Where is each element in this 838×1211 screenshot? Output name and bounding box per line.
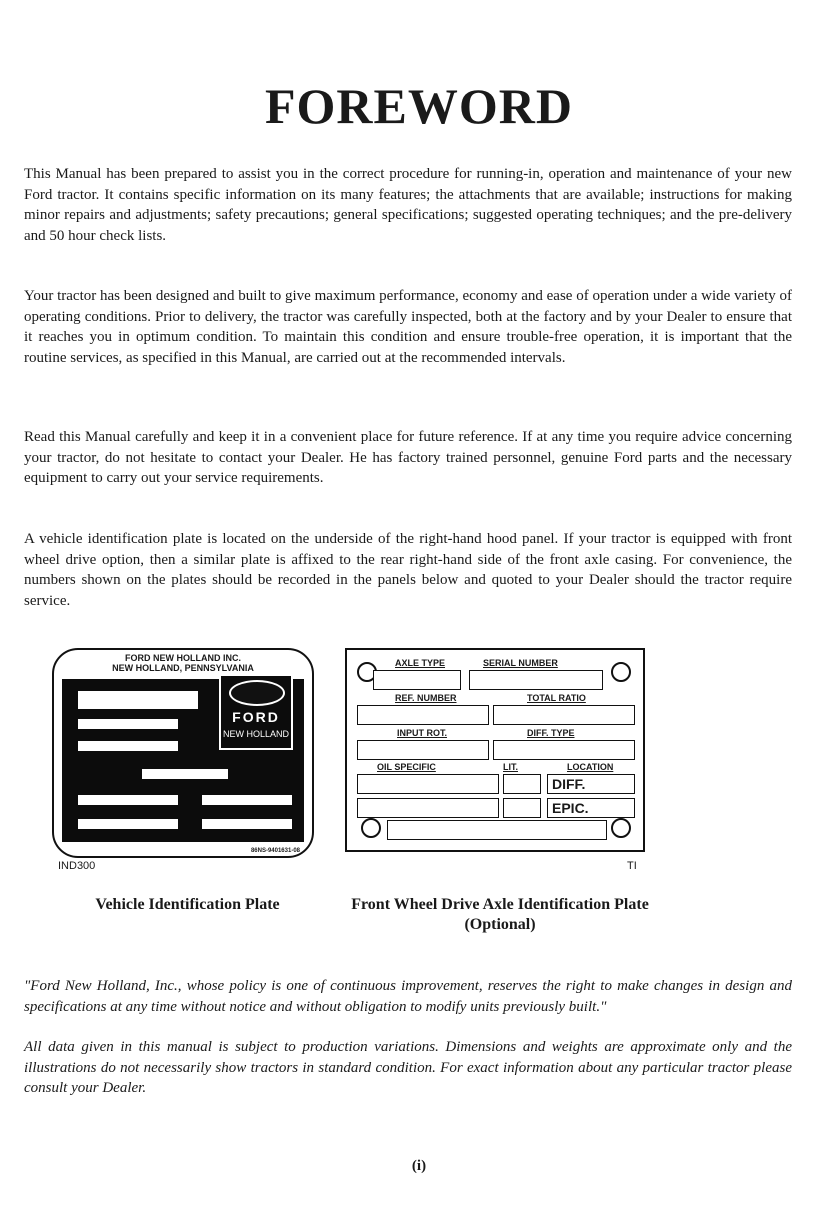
epic-location-field [547, 798, 635, 818]
plate-field [142, 769, 228, 779]
total-ratio-label: TOTAL RATIO [527, 693, 586, 703]
axle-type-label: AXLE TYPE [395, 658, 446, 668]
plate-field [78, 819, 178, 829]
ford-wordmark: FORD [232, 709, 280, 725]
rivet-hole-icon [611, 818, 631, 838]
vehicle-plate-figure-code: IND300 [58, 860, 96, 872]
plate-header-line2: NEW HOLLAND, PENNSYLVANIA [112, 663, 254, 673]
plate-field [78, 719, 178, 729]
oil-specific-field-2 [357, 798, 499, 818]
diff-type-label: DIFF. TYPE [527, 728, 575, 738]
diff-location-label: DIFF. [552, 776, 586, 792]
lit-field [503, 774, 541, 794]
epic-location-label: EPIC. [552, 800, 589, 816]
lit-field-2 [503, 798, 541, 818]
design-paragraph: Your tractor has been designed and built to give maximum performance, economy and ease of operation under a wide variety of operating conditions. Prior to delivery, the tractor was carefully inspected, both at the factory and by your Dealer to ensure that it reaches you in optimum condition. To maintain this condition and ensure trouble-free operation, it is important that the routine services, as specified in this Manual, are carried out at the recommended intervals. [24, 288, 792, 366]
plate-header [54, 653, 312, 673]
oil-specific-label: OIL SPECIFIC [377, 762, 436, 772]
diff-location-field [547, 774, 635, 794]
policy-notice: "Ford New Holland, Inc., whose policy is one of continuous improvement, reserves the right to make changes in design and specifications at any time without notice and without obligation to modify units previously built." [24, 978, 792, 1015]
rivet-hole-icon [361, 818, 381, 838]
input-rot-label: INPUT ROT. [397, 728, 448, 738]
axle-plate-caption: Front Wheel Drive Axle Identification Plate (Optional) [351, 896, 649, 933]
ford-logo [219, 674, 293, 750]
axle-type-field [373, 670, 461, 690]
vehicle-identification-plate [52, 648, 314, 858]
rivet-hole-icon [611, 662, 631, 682]
location-label: LOCATION [567, 762, 614, 772]
ref-number-label: REF. NUMBER [395, 693, 457, 703]
bottom-field [387, 820, 607, 840]
plate-header-line1: FORD NEW HOLLAND INC. [125, 653, 241, 663]
plate-field [202, 819, 292, 829]
vehicle-plate-caption: Vehicle Identification Plate [95, 896, 280, 913]
serial-number-label: SERIAL NUMBER [483, 658, 558, 668]
plate-location-paragraph: A vehicle identification plate is located on the underside of the right-hand hood panel. If your tractor is equipped with front wheel drive option, then a similar plate is affixed to the rear right-hand side of the front axle casing. For convenience, the numbers shown on the plates should be recorded in the panels below and quoted to your Dealer should the tractor require service. [24, 531, 792, 609]
input-rot-field [357, 740, 489, 760]
axle-identification-plate [345, 648, 645, 852]
diff-type-field [493, 740, 635, 760]
read-manual-paragraph: Read this Manual carefully and keep it in a convenient place for future reference. If at any time you require advice concerning your tractor, do not hesitate to contact your Dealer. He has factory trained personnel, genuine Ford parts and the necessary equipment to carry out your service requirements. [24, 429, 792, 486]
lit-label: LIT. [503, 762, 518, 772]
intro-paragraph: This Manual has been prepared to assist you in the correct procedure for running-in, operation and maintenance of your new Ford tractor. It contains specific information on its many features; the attachments that are available; instructions for making minor repairs and adjustments; safety precautions; general specifications; suggested operating techniques; and the pre-delivery and 50 hour check lists. [24, 166, 792, 244]
oil-specific-field [357, 774, 499, 794]
serial-number-field [469, 670, 603, 690]
plate-field [202, 795, 292, 805]
data-disclaimer: All data given in this manual is subject to production variations. Dimensions and weights are approximate only and the illustrations do not necessarily show tractors in standard condition. For exact information about any particular tractor please consult your Dealer. [24, 1039, 792, 1096]
ford-oval-icon [229, 680, 285, 706]
total-ratio-field [493, 705, 635, 725]
axle-plate-figure-code: TI [627, 860, 637, 872]
plate-field [78, 795, 178, 805]
new-holland-wordmark: NEW HOLLAND [222, 729, 289, 739]
page-number: (i) [411, 1158, 427, 1174]
plate-field [78, 691, 198, 709]
page-title: FOREWORD [265, 78, 573, 134]
ref-number-field [357, 705, 489, 725]
plate-part-number: 86NS-9401631-08 [250, 848, 300, 854]
plate-field [78, 741, 178, 751]
